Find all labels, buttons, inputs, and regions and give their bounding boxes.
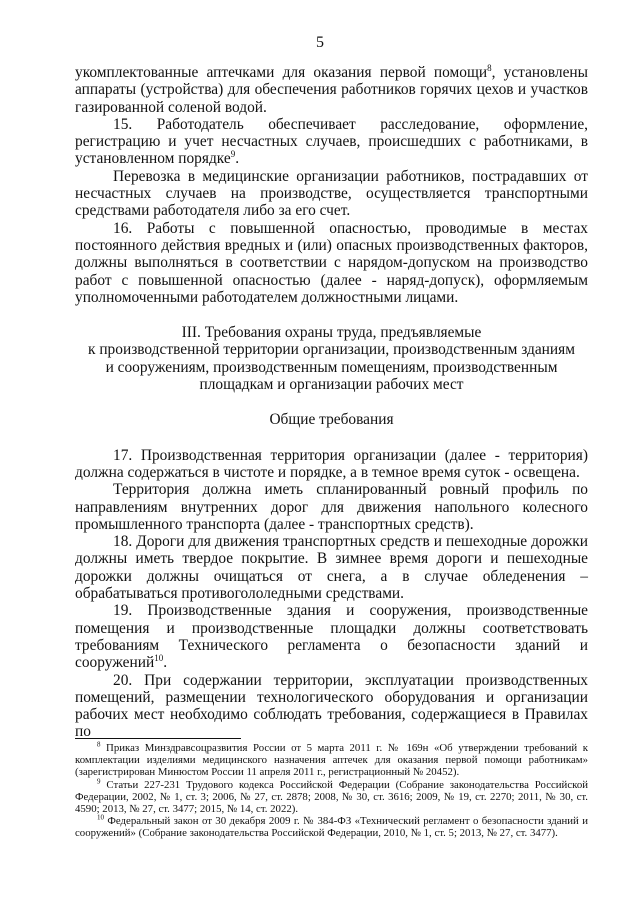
- footnote-separator: [75, 738, 241, 739]
- footnote-10: $^{10}$ Федеральный закон от 30 декабря 2009 г. № 384-ФЗ «Технический регламент о безопасности зданий и сооружений» (Собрание законодательства Российской Федерации, 2010, № 1, ст. 5; 2013, № 27, ст. 3477).: [75, 813, 588, 840]
- paragraph-first-aid-kits: укомплектованные аптечками для оказания первой помощи$^8$, установлены аппараты (устройства) для обеспечения работников горячих цехов и участков газированной соленой водой.: [75, 62, 588, 116]
- document-body: [75, 64, 588, 741]
- paragraph-17: 17. Производственная территория организации (далее - территория) должна содержаться в чистоте и порядке, а в темное время суток - освещена.: [75, 446, 588, 481]
- footnotes: [75, 742, 588, 840]
- footnote-8: $^8$ Приказ Минздравсоцразвития России от 5 марта 2011 г. № 169н «Об утверждении требований к комплектации изделиями медицинского назначения аптечек для оказания первой помощи работникам» (зарегистрирован Минюстом России 11 апреля 2011 г., регистрационный № 20452).: [75, 740, 588, 779]
- paragraph-19: 19. Производственные здания и сооружения, производственные помещения и производственные площадки должны соответствовать требованиям Технического регламента о безопасности зданий и сооружений$^{10}$.: [75, 602, 588, 672]
- footnote-9: $^9$ Статьи 227-231 Трудового кодекса Российской Федерации (Собрание законодательства Российской Федерации, 2002, № 1, ст. 3; 2006, № 27, ст. 2878; 2008, № 30, ст. 3616; 2009, № 19, ст. 2270; 2011, № 30, ст. 4590; 2013, № 27, ст. 3477; 2015, № 14, ст. 2022).: [75, 777, 588, 816]
- section-heading-3: III. Требования охраны труда, предъявляемые к производственной территории организации, производственным зданиям и сооружениям, производственным помещениям, производственным площадкам и организации рабочих мест: [88, 324, 575, 394]
- footnote-ref-8: 8: [487, 62, 492, 73]
- paragraph-15: 15. Работодатель обеспечивает расследование, оформление, регистрацию и учет несчастных случаев, происшедших с работниками, в установленном порядке$^9$.: [75, 115, 588, 168]
- subheading-general: Общие требования: [269, 411, 394, 429]
- paragraph-transport: Перевозка в медицинские организации работников, пострадавших от несчастных случаев на производстве, осуществляется транспортными средствами работодателя либо за его счет.: [75, 167, 588, 220]
- footnote-ref-10: 10: [154, 653, 164, 664]
- footnote-ref-9: 9: [230, 149, 236, 160]
- paragraph-18: 18. Дороги для движения транспортных средств и пешеходные дорожки должны иметь твердое покрытие. В зимнее время дороги и пешеходные дорожки должны очищаться от снега, а в случае обледенения – обрабатываться противогололедными средствами.: [75, 533, 588, 603]
- paragraph-20: 20. При содержании территории, эксплуатации производственных помещений, размещении технологического оборудования и организации рабочих мест необходимо соблюдать требования, содержащиеся в Правилах по: [75, 671, 588, 741]
- page-number: 5: [316, 34, 324, 51]
- paragraph-territory-profile: Территория должна иметь спланированный ровный профиль по направлениям внутренних дорог для движения напольного колесного промышленного транспорта (далее - транспортных средств).: [75, 481, 588, 533]
- paragraph-16: 16. Работы с повышенной опасностью, проводимые в местах постоянного действия вредных и (или) опасных производственных факторов, должны выполняться в соответствии с нарядом-допуском на производство работ с повышенной опасностью (далее - наряд-допуск), оформляемым уполномоченными работодателем должностными лицами.: [75, 219, 588, 306]
